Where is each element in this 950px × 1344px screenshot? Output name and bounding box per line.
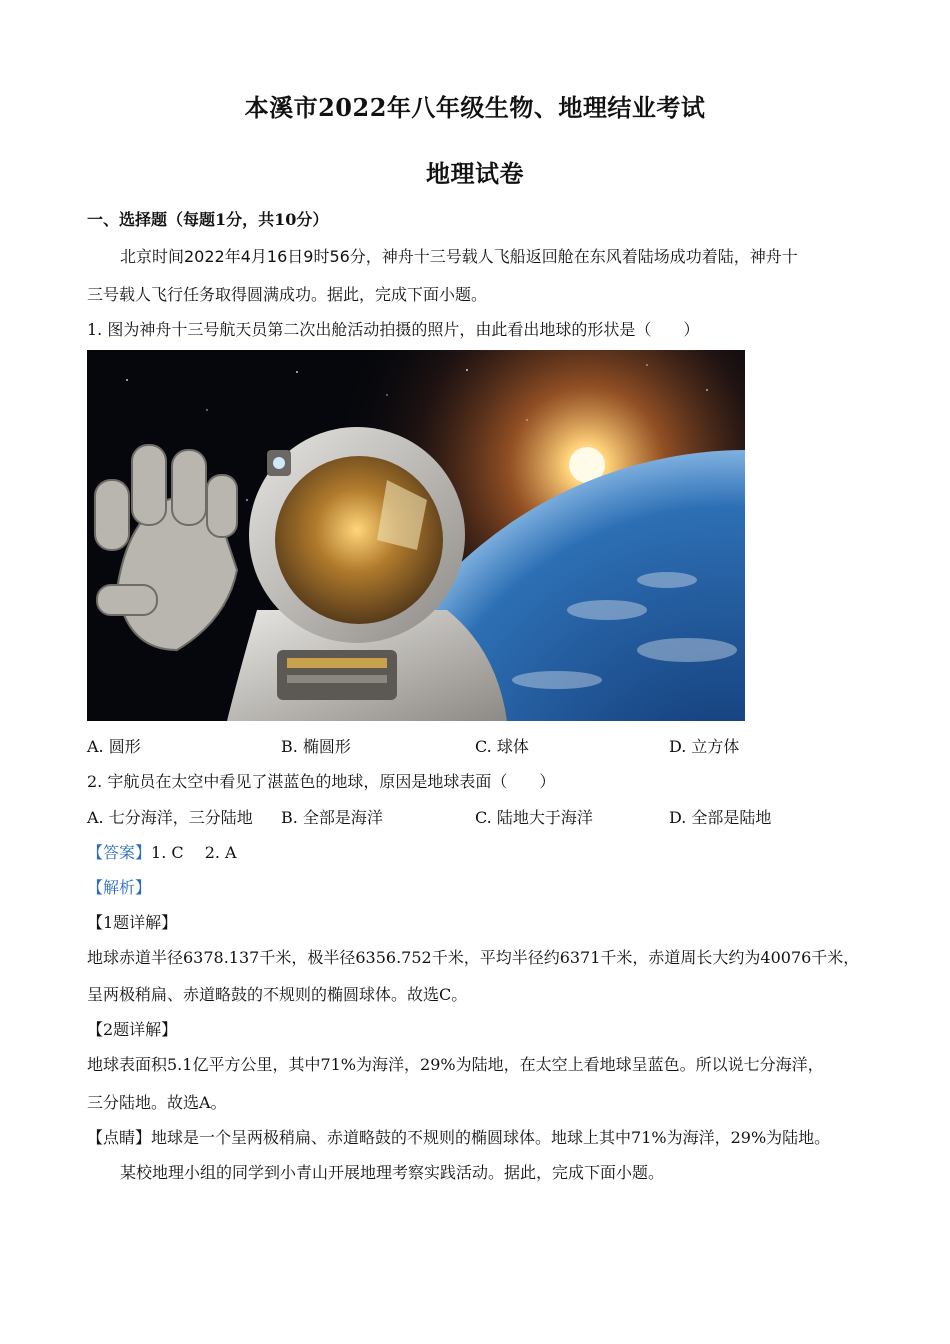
analysis-tag: 【解析】 xyxy=(87,878,152,897)
answer-tag: 【答案】 xyxy=(87,843,152,862)
exam-title: 本溪市2022年八年级生物、地理结业考试 xyxy=(244,93,706,122)
detail-2-line-2: 三分陆地。故选A。 xyxy=(87,1093,227,1112)
detail-2-line-1: 地球表面积5.1亿平方公里，其中71%为海洋，29%为陆地，在太空上看地球呈蓝色。所以说七分海洋， xyxy=(87,1055,824,1074)
q2-option-c: C. 陆地大于海洋 xyxy=(475,808,593,827)
answer-text: 1. C 2. A xyxy=(151,843,237,862)
detail-2-tag: 【2题详解】 xyxy=(87,1020,178,1039)
intro-2-paragraph: 某校地理小组的同学到小青山开展地理考察实践活动。据此，完成下面小题。 xyxy=(120,1163,665,1182)
question-1-stem: 1. 图为神舟十三号航天员第二次出舱活动拍摄的照片，由此看出地球的形状是（ ） xyxy=(87,320,700,339)
detail-1-tag: 【1题详解】 xyxy=(87,913,178,932)
detail-1-line-2: 呈两极稍扁、赤道略鼓的不规则的椭圆球体。故选C。 xyxy=(87,985,468,1004)
q1-option-d: D. 立方体 xyxy=(669,737,740,756)
intro-paragraph-line-2: 三号载人飞行任务取得圆满成功。据此，完成下面小题。 xyxy=(87,285,488,304)
q2-option-a: A. 七分海洋，三分陆地 xyxy=(87,808,253,827)
note-text: 地球是一个呈两极稍扁、赤道略鼓的不规则的椭圆球体。地球上其中71%为海洋，29%为陆地。 xyxy=(151,1128,831,1147)
note-tag: 【点睛】 xyxy=(87,1128,152,1147)
q2-option-b: B. 全部是海洋 xyxy=(281,808,383,827)
answer-line xyxy=(87,843,867,863)
q2-option-d: D. 全部是陆地 xyxy=(669,808,772,827)
exam-subtitle: 地理试卷 xyxy=(426,159,524,188)
q1-option-c: C. 球体 xyxy=(475,737,529,756)
note-line xyxy=(87,1128,867,1148)
q1-option-b: B. 椭圆形 xyxy=(281,737,351,756)
detail-1-line-1: 地球赤道半径6378.137千米，极半径6356.752千米，平均半径约6371千米，赤道周长大约为40076千米， xyxy=(87,948,860,967)
intro-paragraph-line-1: 北京时间2022年4月16日9时56分，神舟十三号载人飞船返回舱在东风着陆场成功着陆，神舟十 xyxy=(120,247,798,266)
astronaut-photo xyxy=(87,350,745,721)
section-heading: 一、选择题（每题1分，共10分） xyxy=(87,210,329,229)
q1-option-a: A. 圆形 xyxy=(87,737,141,756)
question-2-stem: 2. 宇航员在太空中看见了湛蓝色的地球，原因是地球表面（ ） xyxy=(87,772,556,791)
